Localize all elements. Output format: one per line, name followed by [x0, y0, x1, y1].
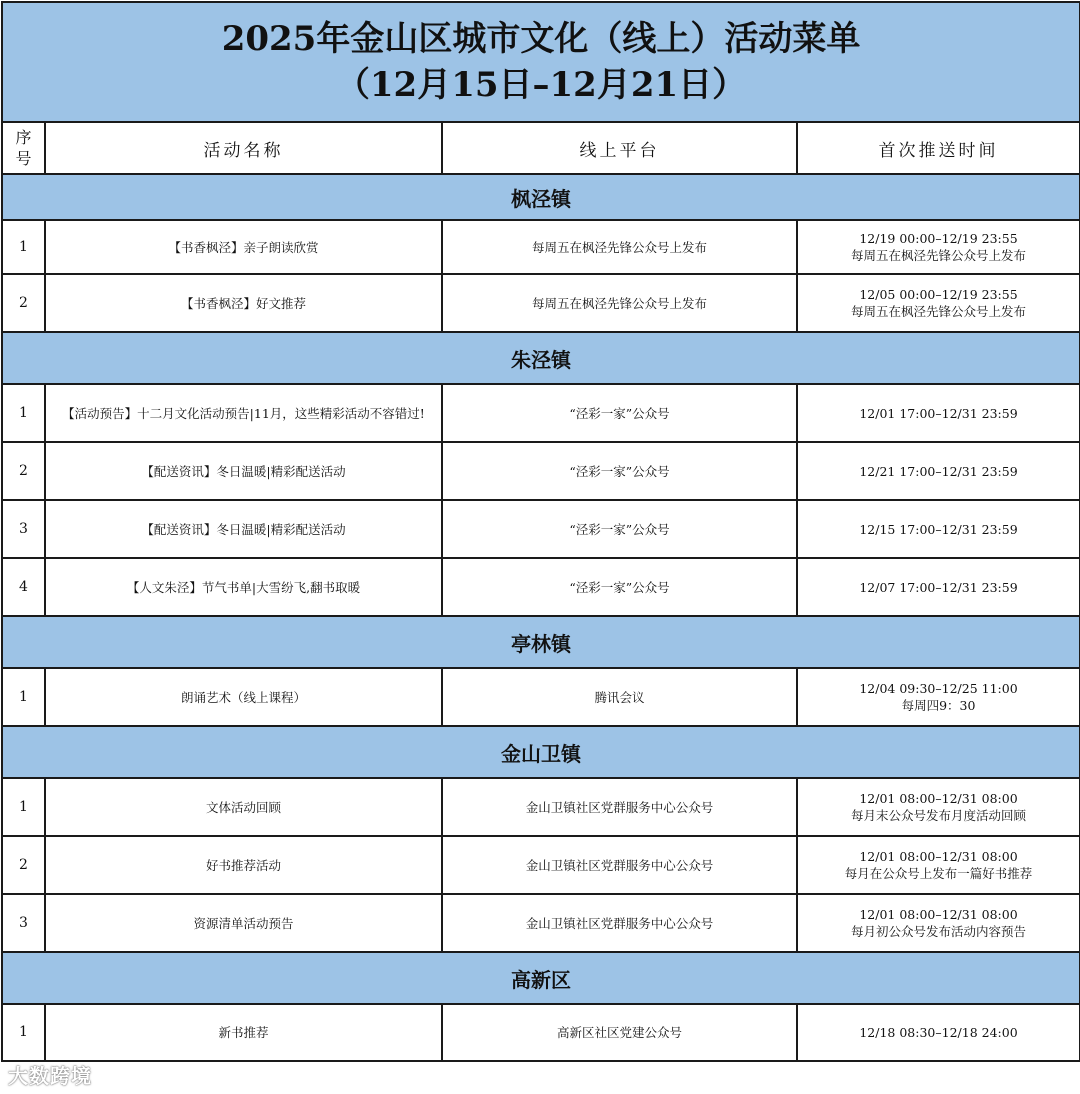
section-title: 枫泾镇 — [2, 174, 1080, 220]
platform: 高新区社区党建公众号 — [442, 1004, 797, 1061]
push-time — [797, 500, 1080, 558]
activity-name: 好书推荐活动 — [45, 836, 442, 894]
section-title: 高新区 — [2, 952, 1080, 1004]
header-platform: 线上平台 — [442, 122, 797, 174]
row-number: 1 — [2, 220, 45, 274]
row-number: 2 — [2, 442, 45, 500]
section-title: 朱泾镇 — [2, 332, 1080, 384]
section-row — [2, 952, 1080, 1004]
push-time-range: 12/07 17:00–12/31 23:59 — [859, 579, 1018, 595]
push-time-note: 每月末公众号发布月度活动回顾 — [851, 808, 1027, 823]
title-line-1: 2025年金山区城市文化（线上）活动菜单 — [221, 19, 861, 59]
activity-name: 文体活动回顾 — [45, 778, 442, 836]
row-number: 1 — [2, 1004, 45, 1061]
push-time-range: 12/18 08:30–12/18 24:00 — [859, 1025, 1018, 1040]
section-row — [2, 616, 1080, 668]
section-row — [2, 332, 1080, 384]
push-time — [797, 668, 1080, 726]
activity-name: 【书香枫泾】亲子朗读欣赏 — [45, 220, 442, 274]
table-row — [2, 894, 1080, 952]
row-number: 3 — [2, 894, 45, 952]
table-row — [2, 558, 1080, 616]
platform: 腾讯会议 — [442, 668, 797, 726]
table-row — [2, 220, 1080, 274]
row-number: 4 — [2, 558, 45, 616]
platform: 金山卫镇社区党群服务中心公众号 — [442, 836, 797, 894]
watermark: 大数跨境 — [8, 1064, 92, 1088]
activity-name: 【配送资讯】冬日温暖|精彩配送活动 — [45, 442, 442, 500]
activity-name: 朗诵艺术（线上课程） — [45, 668, 442, 726]
row-number: 1 — [2, 778, 45, 836]
push-time-note: 每周五在枫泾先锋公众号上发布 — [851, 248, 1027, 263]
platform: 每周五在枫泾先锋公众号上发布 — [442, 220, 797, 274]
section-title: 金山卫镇 — [2, 726, 1080, 778]
push-time — [797, 558, 1080, 616]
table-row — [2, 1004, 1080, 1061]
table-row — [2, 778, 1080, 836]
row-number: 2 — [2, 836, 45, 894]
push-time-range: 12/01 08:00–12/31 08:00 — [859, 849, 1018, 864]
push-time-range: 12/19 00:00–12/19 23:55 — [859, 231, 1018, 246]
platform: “泾彩一家”公众号 — [442, 384, 797, 442]
push-time — [797, 274, 1080, 332]
push-time-range: 12/05 00:00–12/19 23:55 — [859, 287, 1018, 302]
table-row — [2, 384, 1080, 442]
push-time-note: 每月初公众号发布活动内容预告 — [851, 924, 1027, 939]
push-time-note: 每月在公众号上发布一篇好书推荐 — [844, 866, 1033, 881]
activity-menu-table — [1, 1, 1080, 1062]
page-title — [2, 2, 1080, 122]
push-time-range: 12/15 17:00–12/31 23:59 — [859, 521, 1018, 537]
push-time — [797, 778, 1080, 836]
push-time — [797, 836, 1080, 894]
platform: 金山卫镇社区党群服务中心公众号 — [442, 778, 797, 836]
activity-name: 新书推荐 — [45, 1004, 442, 1061]
platform: 金山卫镇社区党群服务中心公众号 — [442, 894, 797, 952]
activity-name: 【书香枫泾】好文推荐 — [45, 274, 442, 332]
table-row — [2, 274, 1080, 332]
push-time — [797, 384, 1080, 442]
header-seq: 序号 — [2, 122, 45, 174]
row-number: 1 — [2, 668, 45, 726]
push-time-note: 每周五在枫泾先锋公众号上发布 — [851, 304, 1027, 319]
push-time-range: 12/01 08:00–12/31 08:00 — [859, 907, 1018, 922]
activity-name: 资源清单活动预告 — [45, 894, 442, 952]
header-activity-name: 活动名称 — [45, 122, 442, 174]
activity-name: 【活动预告】十二月文化活动预告|11月，这些精彩活动不容错过! — [45, 384, 442, 442]
header-push-time: 首次推送时间 — [797, 122, 1080, 174]
section-title: 亭林镇 — [2, 616, 1080, 668]
column-header-row — [2, 122, 1080, 174]
push-time — [797, 220, 1080, 274]
row-number: 2 — [2, 274, 45, 332]
table-row — [2, 668, 1080, 726]
push-time — [797, 442, 1080, 500]
push-time-range: 12/04 09:30–12/25 11:00 — [859, 681, 1018, 696]
push-time — [797, 894, 1080, 952]
table-row — [2, 442, 1080, 500]
push-time — [797, 1004, 1080, 1061]
push-time-range: 12/01 17:00–12/31 23:59 — [859, 405, 1018, 421]
section-row — [2, 174, 1080, 220]
title-line-2: （12月15日–12月21日） — [335, 65, 747, 105]
row-number: 3 — [2, 500, 45, 558]
push-time-note: 每周四9：30 — [901, 698, 976, 713]
platform: “泾彩一家”公众号 — [442, 558, 797, 616]
table-row — [2, 836, 1080, 894]
table-row — [2, 500, 1080, 558]
row-number: 1 — [2, 384, 45, 442]
push-time-range: 12/21 17:00–12/31 23:59 — [859, 463, 1018, 479]
activity-name: 【人文朱泾】节气书单|大雪纷飞,翻书取暖 — [45, 558, 442, 616]
platform: “泾彩一家”公众号 — [442, 442, 797, 500]
platform: 每周五在枫泾先锋公众号上发布 — [442, 274, 797, 332]
section-row — [2, 726, 1080, 778]
activity-name: 【配送资讯】冬日温暖|精彩配送活动 — [45, 500, 442, 558]
push-time-range: 12/01 08:00–12/31 08:00 — [859, 791, 1018, 806]
platform: “泾彩一家”公众号 — [442, 500, 797, 558]
